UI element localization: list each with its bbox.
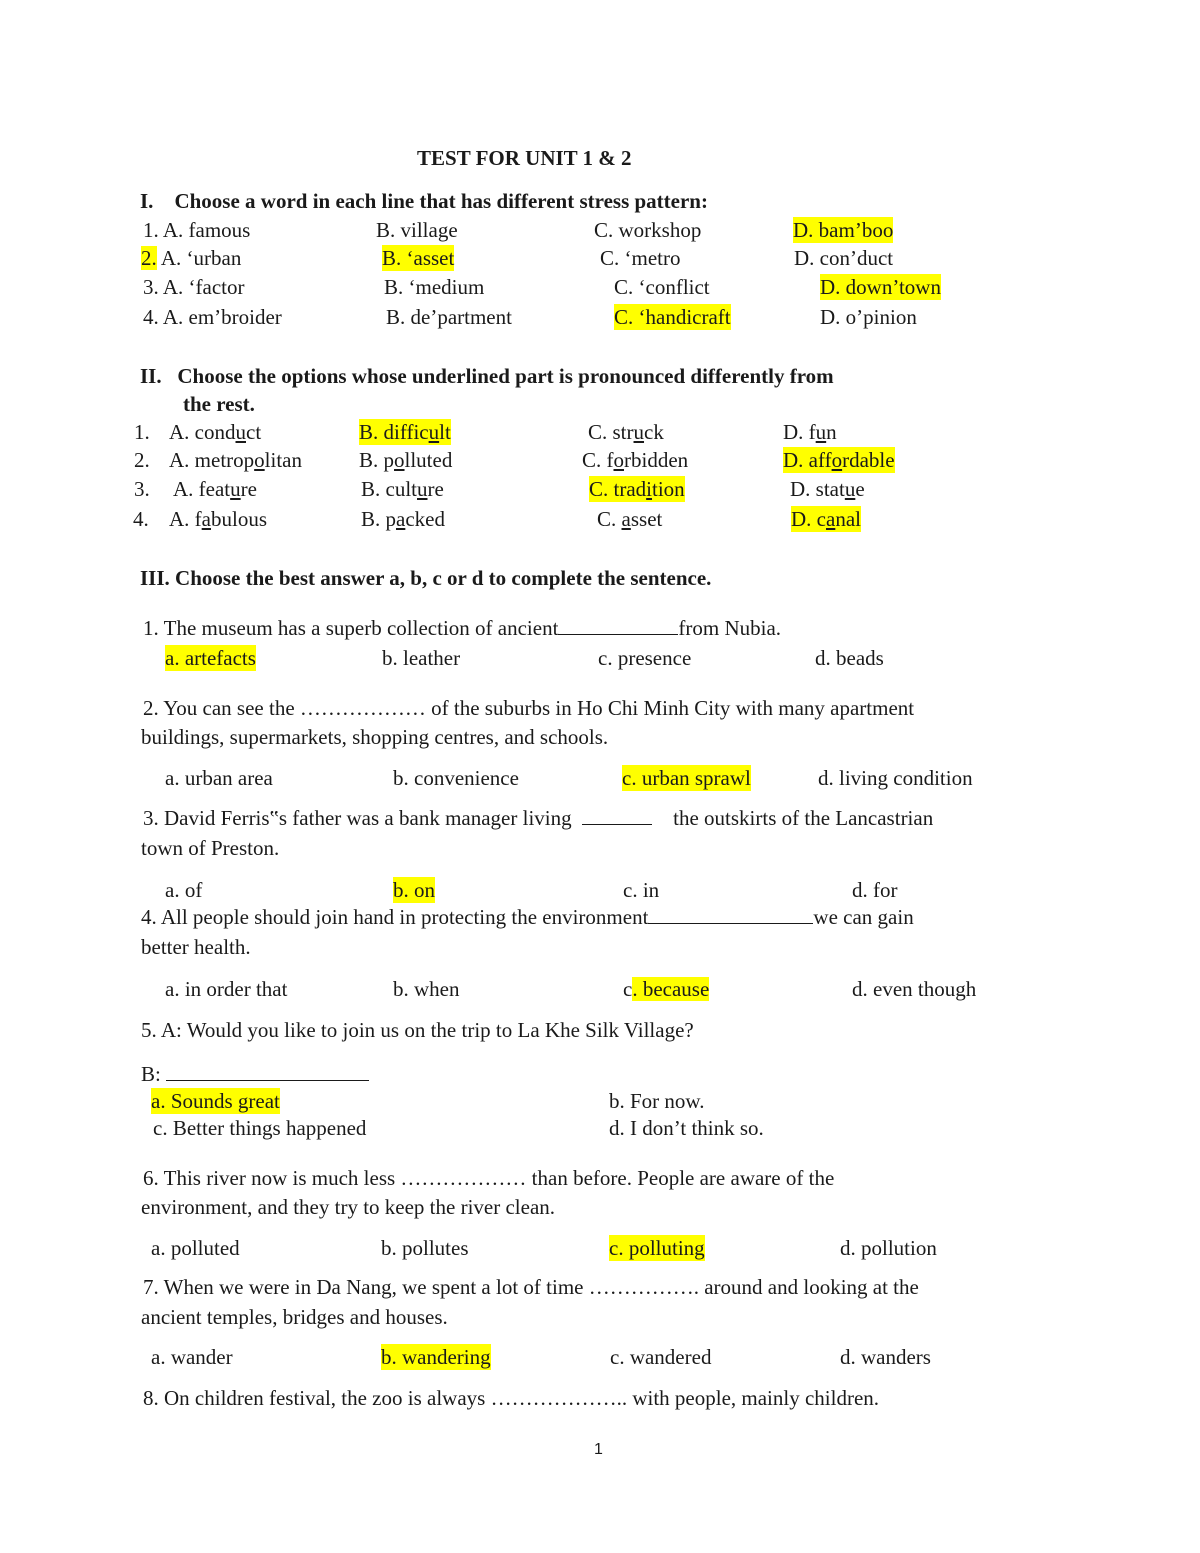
s2-row-1-d-underlined: u: [815, 420, 827, 444]
s2-row-1-d-post: n: [826, 420, 837, 444]
s2-row-4-opt-b: [361, 506, 445, 532]
s2-row-4-c-post: sset: [630, 507, 663, 531]
q4-opt-d: d. even though: [852, 977, 977, 1001]
s2-row-2-b-underlined: o: [394, 448, 405, 472]
s2-row-1-c-underlined: u: [633, 420, 645, 444]
s2-row-1-d-pre: D. f: [783, 420, 816, 444]
s2-row-2-opt-d-answer: [783, 447, 895, 473]
q7-opt-b-answer: b. wandering: [381, 1345, 491, 1369]
s1-row-3-opt-c: C. ‘conflict: [614, 275, 710, 299]
q7-opt-c: c. wandered: [610, 1345, 712, 1369]
s2-row-2-a-underlined: o: [254, 448, 265, 472]
s2-row-3-opt-c-answer: [589, 476, 685, 502]
page-number: 1: [594, 1441, 603, 1458]
s1-row-4-opt-c-answer: C. ‘handicraft: [614, 305, 731, 329]
q2-opt-a: a. urban area: [165, 766, 273, 790]
s2-row-2-d-underlined: o: [831, 448, 843, 472]
s2-row-3-b-underlined: u: [417, 477, 428, 501]
s2-row-1-opt-b-answer: [359, 419, 451, 445]
q3-stem-pre: 3. David Ferris‟s father was a bank manager living: [143, 806, 572, 830]
s2-row-3-opt-d: [790, 476, 865, 502]
s1-row-2-opt-b-answer: B. ‘asset: [382, 246, 455, 270]
s1-row-3-opt-b: B. ‘medium: [384, 275, 485, 299]
s2-row-2-b-post: lluted: [404, 448, 453, 472]
q8-stem: 8. On children festival, the zoo is always ……………….. with people, mainly children.: [143, 1386, 880, 1410]
q2-stem-line-1: 2. You can see the ……………… of the suburbs in Ho Chi Minh City with many apartment: [143, 696, 915, 720]
s1-row-4: [143, 304, 282, 330]
section-2-instruction-line-2: the rest.: [183, 392, 255, 416]
s2-row-4-b-pre: B. p: [361, 507, 397, 531]
s1-row-2-opt-c: C. ‘metro: [600, 246, 681, 270]
section-1-heading: [140, 188, 708, 214]
q6-opt-c-answer: c. polluting: [609, 1236, 705, 1260]
q3-stem-line-2: town of Preston.: [141, 836, 280, 860]
s2-row-4-b-underlined: a: [396, 507, 406, 531]
s1-row-1-opt-b: B. village: [376, 218, 458, 242]
s2-row-3-a-pre: A. feat: [173, 477, 231, 501]
q7-opt-a: a. wander: [151, 1345, 233, 1369]
q1-stem-post: from Nubia.: [678, 616, 782, 640]
q3-opt-b-answer: b. on: [393, 878, 435, 902]
q6-stem-line-2: environment, and they try to keep the river clean.: [141, 1195, 556, 1219]
s1-row-1-num: 1.: [143, 218, 159, 242]
s2-row-2-b-pre: B. p: [359, 448, 395, 472]
section-3-number: III.: [140, 566, 170, 590]
s2-row-1-opt-c: [588, 419, 664, 445]
s2-row-2-num: 2.: [134, 448, 150, 472]
s1-row-3-opt-d-answer: D. down’town: [820, 275, 941, 299]
s2-row-1-a-pre: A. cond: [169, 420, 236, 444]
q3-stem: [143, 805, 933, 831]
q1-opt-b: b. leather: [382, 646, 461, 670]
q2-opt-b: b. convenience: [393, 766, 519, 790]
q5-stem: 5. A: Would you like to join us on the trip to La Khe Silk Village?: [141, 1018, 694, 1042]
s2-row-2-c-pre: C. f: [582, 448, 614, 472]
section-2-heading: [140, 363, 834, 389]
q1-opt-c: c. presence: [598, 646, 692, 670]
section-1-number: I.: [140, 189, 154, 213]
s2-row-2-c-post: rbidden: [624, 448, 689, 472]
q6-opt-b: b. pollutes: [381, 1236, 469, 1260]
q5-opt-c: c. Better things happened: [153, 1116, 367, 1140]
s2-row-1-opt-d: [783, 419, 837, 445]
q7-stem-line-2: ancient temples, bridges and houses.: [141, 1305, 448, 1329]
q4-opt-c-text: . because: [632, 977, 710, 1001]
s2-row-3-d-pre: D. stat: [790, 477, 845, 501]
s2-row-2-c-underlined: o: [613, 448, 624, 472]
q4-stem-pre: 4. All people should join hand in protecting the environment: [141, 905, 649, 929]
q4-opt-a: a. in order that: [165, 977, 288, 1001]
s2-row-2-a-pre: A. metrop: [169, 448, 255, 472]
q4-opt-c-letter: c: [623, 977, 633, 1001]
s2-row-3-d-post: e: [855, 477, 865, 501]
q2-opt-c-answer: c. urban sprawl: [622, 766, 751, 790]
s2-row-4-opt-c: [597, 506, 662, 532]
q6-opt-a: a. polluted: [151, 1236, 240, 1260]
s2-row-1-c-post: ck: [644, 420, 664, 444]
s2-row-3-opt-a: [173, 476, 257, 502]
q3-opt-a: a. of: [165, 878, 203, 902]
section-2-instruction-line-1: Choose the options whose underlined part is pronounced differently from: [177, 364, 834, 388]
q4-stem-line-2: better health.: [141, 935, 251, 959]
s1-row-4-opt-b: B. de’partment: [386, 305, 512, 329]
s2-row-1-b-underlined: u: [428, 420, 440, 444]
s2-row-2-d-post: rdable: [842, 448, 895, 472]
section-3-instruction: Choose the best answer a, b, c or d to complete the sentence.: [175, 566, 712, 590]
s2-row-3-opt-b: [361, 476, 444, 502]
s2-row-4-a-post: bulous: [211, 507, 268, 531]
q3-stem-post: the outskirts of the Lancastrian: [673, 806, 934, 830]
q4-stem-post: we can gain: [813, 905, 914, 929]
q1-blank: [558, 616, 678, 635]
s2-row-3-c-post: tion: [652, 477, 685, 501]
s1-row-4-opt-a: A. em’broider: [162, 305, 282, 329]
section-3-heading: [140, 565, 711, 591]
s1-row-2: [141, 245, 241, 271]
s2-row-1-b-post: lt: [439, 420, 451, 444]
s2-row-3-d-underlined: u: [844, 477, 856, 501]
q1-opt-a-answer: a. artefacts: [165, 646, 256, 670]
q6-opt-d: d. pollution: [840, 1236, 937, 1260]
q5-opt-b: b. For now.: [609, 1089, 705, 1113]
s1-row-1-opt-a: A. famous: [162, 218, 251, 242]
s1-row-2-num: 2.: [141, 246, 157, 270]
s1-row-2-opt-d: D. con’duct: [794, 246, 894, 270]
s1-row-3-num: 3.: [143, 275, 159, 299]
s1-row-1-opt-c: C. workshop: [594, 218, 702, 242]
q3-opt-c: c. in: [623, 878, 660, 902]
s2-row-4-c-pre: C.: [597, 507, 622, 531]
s2-row-3-c-underlined: i: [646, 477, 652, 501]
s2-row-4-a-pre: A. f: [169, 507, 202, 531]
q5-opt-d: d. I don’t think so.: [609, 1116, 764, 1140]
q3-blank: [582, 806, 652, 825]
page-title: TEST FOR UNIT 1 & 2: [417, 146, 632, 170]
s1-row-2-opt-a: A. ‘urban: [160, 246, 242, 270]
q2-opt-d: d. living condition: [818, 766, 973, 790]
section-2-number: II.: [140, 364, 162, 388]
s2-row-2-opt-c: [582, 447, 688, 473]
s1-row-3-opt-a: A. ‘factor: [162, 275, 245, 299]
q4-opt-b: b. when: [393, 977, 460, 1001]
s2-row-1-b-pre: B. diffic: [359, 420, 429, 444]
s2-row-1-c-pre: C. str: [588, 420, 634, 444]
q4-stem: [141, 904, 914, 930]
s2-row-4-d-post: nal: [835, 507, 861, 531]
s2-row-4-a-underlined: a: [201, 507, 211, 531]
s2-row-2-opt-a: [169, 447, 302, 473]
s2-row-1-num: 1.: [134, 420, 150, 444]
q1-opt-d: d. beads: [815, 646, 884, 670]
q5-blank: [166, 1062, 369, 1081]
s2-row-1-a-post: ct: [246, 420, 262, 444]
q4-opt-c-answer: [623, 976, 709, 1002]
q7-stem-line-1: 7. When we were in Da Nang, we spent a lot of time ……………. around and looking at the: [143, 1275, 919, 1299]
s1-row-1-opt-d-answer: D. bam’boo: [793, 218, 894, 242]
s2-row-1-a-underlined: u: [235, 420, 246, 444]
s1-row-3: [143, 274, 244, 300]
q1-stem: [143, 615, 781, 641]
s2-row-4-c-underlined: a: [621, 507, 631, 531]
q5-reply-label: B:: [141, 1062, 161, 1086]
s1-row-1: [143, 217, 250, 243]
q2-stem-line-2: buildings, supermarkets, shopping centres, and schools.: [141, 725, 609, 749]
s2-row-3-a-post: re: [240, 477, 257, 501]
s2-row-2-a-post: litan: [264, 448, 302, 472]
s1-row-4-num: 4.: [143, 305, 159, 329]
q4-blank: [648, 905, 813, 924]
s1-row-4-opt-d: D. o’pinion: [820, 305, 917, 329]
s2-row-4-opt-d-answer: [791, 506, 861, 532]
section-1-instruction: Choose a word in each line that has different stress pattern:: [174, 189, 708, 213]
s2-row-2-opt-b: [359, 447, 452, 473]
s2-row-4-d-pre: D. c: [791, 507, 826, 531]
q6-stem-line-1: 6. This river now is much less ……………… than before. People are aware of the: [143, 1166, 835, 1190]
s2-row-4-opt-a: [169, 506, 267, 532]
q7-opt-d: d. wanders: [840, 1345, 931, 1369]
s2-row-4-d-underlined: a: [826, 507, 836, 531]
s2-row-1-opt-a: [169, 419, 261, 445]
s2-row-4-num: 4.: [133, 507, 149, 531]
q5-reply: [141, 1061, 369, 1087]
s2-row-3-b-post: re: [427, 477, 444, 501]
s2-row-3-a-underlined: u: [230, 477, 241, 501]
s2-row-4-b-post: cked: [405, 507, 445, 531]
q1-stem-pre: 1. The museum has a superb collection of ancient: [143, 616, 559, 640]
s2-row-3-c-pre: C. trad: [589, 477, 647, 501]
q3-opt-d: d. for: [852, 878, 898, 902]
s2-row-3-b-pre: B. cult: [361, 477, 417, 501]
q5-opt-a-answer: a. Sounds great: [151, 1089, 280, 1113]
s2-row-2-d-pre: D. aff: [783, 448, 832, 472]
s2-row-3-num: 3.: [134, 477, 150, 501]
